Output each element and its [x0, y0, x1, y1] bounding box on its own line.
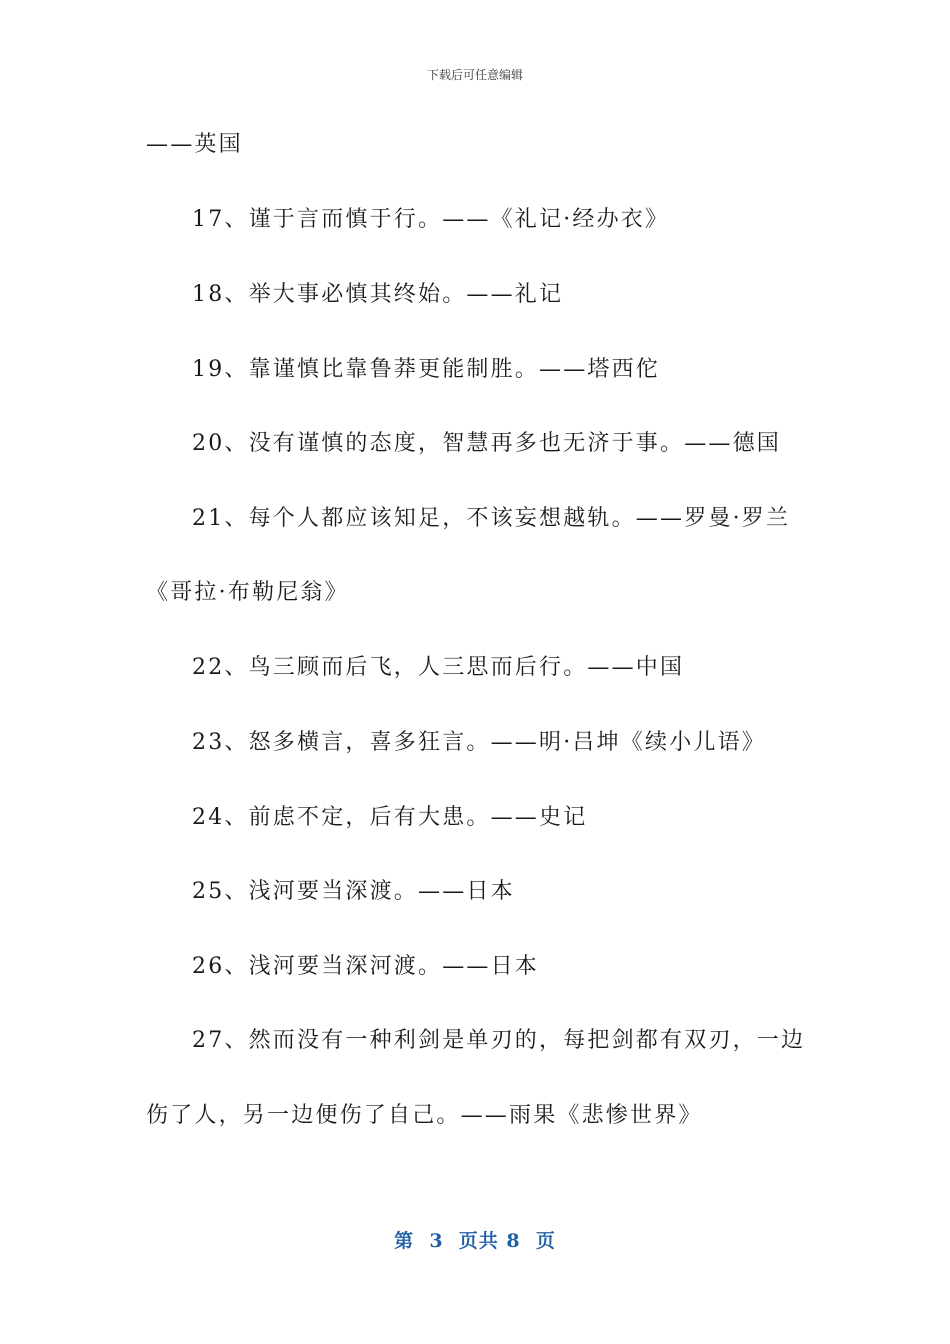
- quote-19: 19、靠谨慎比靠鲁莽更能制胜。——塔西佗: [192, 357, 660, 382]
- quote-21: 21、每个人都应该知足，不该妄想越轨。——罗曼·罗兰: [192, 506, 791, 531]
- page-header: 下载后可任意编辑: [426, 68, 523, 82]
- quote-17: 17、谨于言而慎于行。——《礼记·经办衣》: [192, 207, 670, 232]
- quote-21-continued: 《哥拉·布勒尼翁》: [146, 580, 349, 605]
- quote-26: 26、浅河要当深河渡。——日本: [192, 954, 539, 979]
- text-line: ——英国: [146, 132, 243, 157]
- quote-25: 25、浅河要当深渡。——日本: [192, 879, 515, 904]
- quote-20: 20、没有谨慎的态度，智慧再多也无济于事。——德国: [192, 431, 781, 456]
- quote-27: 27、然而没有一种利剑是单刃的，每把剑都有双刃，一边: [192, 1028, 806, 1053]
- page-footer: 第 3 页共 8 页: [394, 1230, 556, 1252]
- quote-23: 23、怒多横言，喜多狂言。——明·吕坤《续小儿语》: [192, 730, 766, 755]
- quote-22: 22、鸟三顾而后飞，人三思而后行。——中国: [192, 655, 685, 680]
- quote-24: 24、前虑不定，后有大患。——史记: [192, 805, 588, 830]
- quote-27-continued: 伤了人，另一边便伤了自己。——雨果《悲惨世界》: [146, 1103, 703, 1128]
- quote-18: 18、举大事必慎其终始。——礼记: [192, 282, 564, 307]
